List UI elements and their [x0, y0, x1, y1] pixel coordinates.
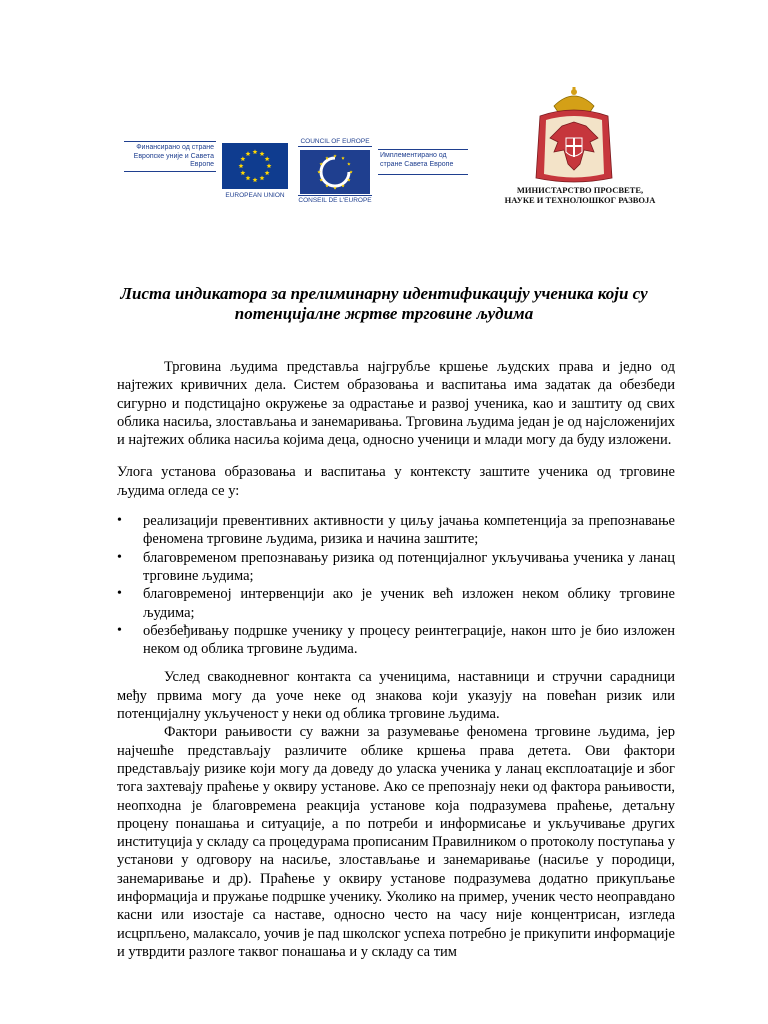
coe-label-fr: CONSEIL DE L'EUROPE: [298, 197, 372, 204]
paragraph: Улога установа образовања и васпитања у контексту заштите ученика од трговине људима огледа се у:: [117, 464, 675, 499]
paragraph: Услед свакодневног контакта са ученицима, наставници и стручни сарадници међу првима могу да уоче неке од знакова који указују на повећан ризик или потенцијалну укљученост у неки од облика трговине људима.: [117, 669, 675, 723]
header-logos: [0, 0, 768, 260]
eu-flag-icon: [222, 143, 288, 189]
list-item: • обезбеђивању подршке ученику у процесу реинтеграције, након што је био изложен неком од облика трговине људима.: [117, 622, 675, 659]
document-title: Листа индикатора за прелиминарну идентификацију ученика који су потенцијалне жртве трговине људима: [120, 284, 648, 323]
bullet-list: [117, 512, 675, 658]
coe-label-en: COUNCIL OF EUROPE: [298, 138, 372, 147]
paragraph: Фактори рањивости су важни за разумевање феномена трговине људима, јер најчешће представљају различите облике кршења права детета. Ови фактори представљају ризике који могу да доведу до уласка ученика у ланац експлоатације и због тога захтевају праћење у оквиру установе. Ако се препознају неки од фактора рањивости, неопходна је благовремена реакција установе која подразумева праћење, детаљну процену понашања и ситуације, а по потреби и информисање и укључивање других институција у складу са процедурама прописаним Правилником о протоколу поступања у установи у одговору на насиље, злостављање и занемаривање (насиље у породици, занемаривање и др). Праћење у оквиру установе подразумева додатно прикупљање информација и пружање подршке ученику. Уколико на пример, ученик често неоправдано касни или изостаје са наставе, односно често на часу није концентрисан, изгледа исцрпљено, малаксало, уочив је пад школског успеха потребно је прикупити информације и утврдити разлоге таквог понашања и у складу са тим: [117, 724, 675, 960]
document-body: [117, 358, 675, 961]
divider: [378, 174, 468, 175]
divider: [124, 141, 216, 142]
ministry-name: [495, 185, 665, 205]
list-item: • благовременом препознавању ризика од потенцијалног укључивања ученика у ланац трговине људима;: [117, 549, 675, 586]
divider: [378, 149, 468, 150]
ministry-name-line: НАУКЕ И ТЕХНОЛОШКОГ РАЗВОЈА: [504, 195, 656, 205]
serbia-coat-of-arms-icon: [532, 86, 616, 186]
list-item: • реализацији превентивних активности у циљу јачања компетенција за препознавање феномена трговине људима, ризика и начина заштите;: [117, 512, 675, 549]
paragraph: Трговина људима представља најгрубље кршење људских права и једно од најтежих кривичних дела. Систем образовања и васпитања има задатак да обезбеди сигурно и подстицајно окружење за одрастање и развој ученика, као и заштиту од свих облика насиља, злостављања и занемаривања. Трговина људима један је од најсложенијих и најтежих облика насиља којима деца, односно ученици и млади могу да буду изложени.: [117, 359, 675, 449]
ministry-name-line: МИНИСТАРСТВО ПРОСВЕТЕ,: [516, 185, 644, 195]
council-of-europe-logo-icon: [300, 150, 370, 194]
eu-label: EUROPEAN UNION: [225, 192, 285, 199]
coe-implementation-text: Имплементирано од стране Савета Европе: [380, 152, 454, 168]
eu-funding-text: Финансирано од стране Европске уније и Савета Европе: [133, 144, 214, 168]
divider: [124, 171, 216, 172]
list-item: • благовременој интервенцији ако је ученик већ изложен неком облику трговине људима;: [117, 585, 675, 622]
